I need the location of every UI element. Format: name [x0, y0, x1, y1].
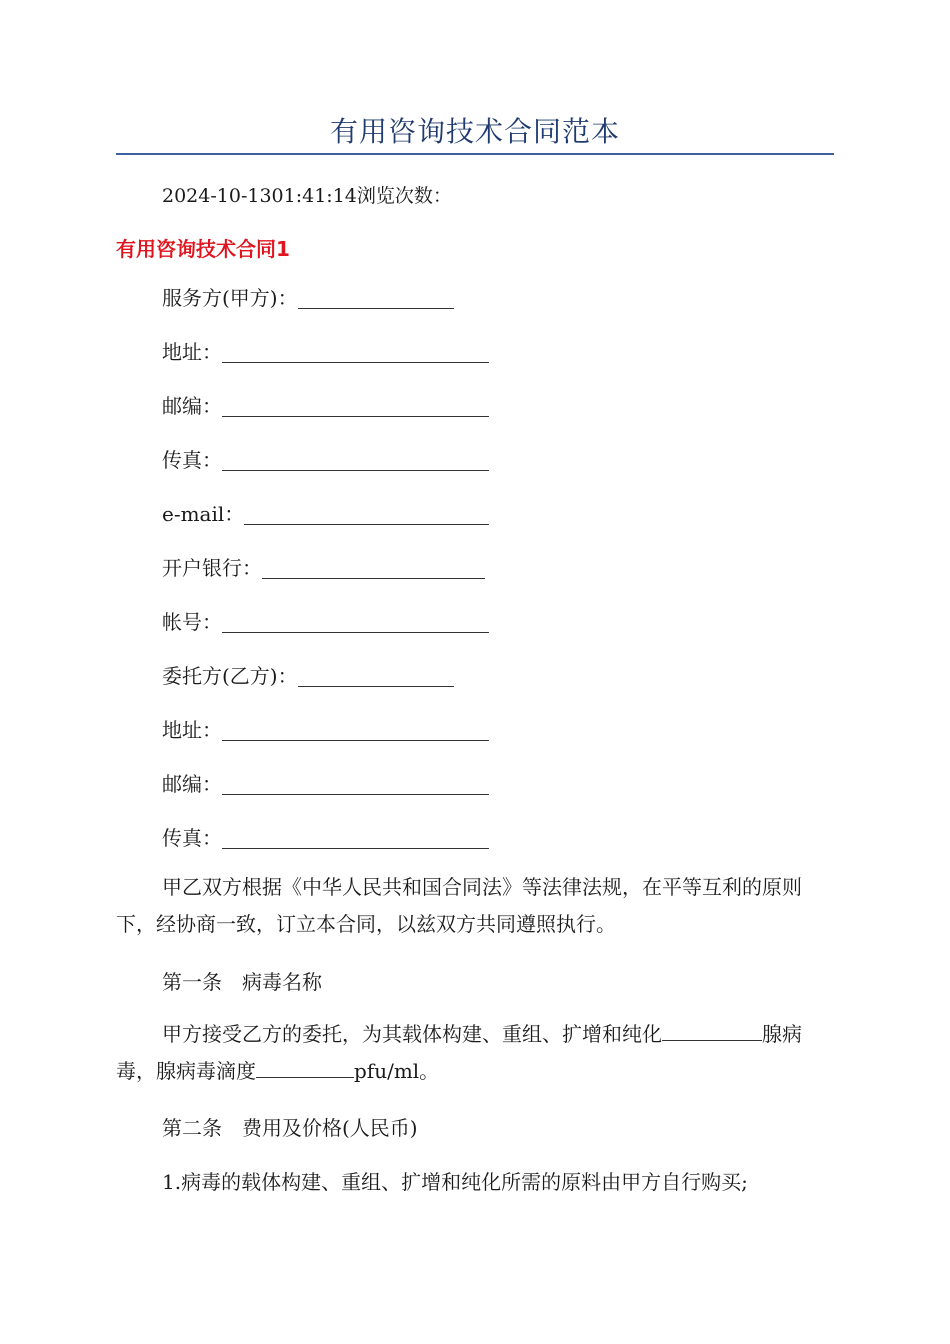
field-party-b	[162, 662, 454, 690]
section-heading: 有用咨询技术合同1	[116, 237, 290, 261]
field-label: e-mail：	[162, 502, 245, 526]
field-address-a	[162, 338, 489, 366]
article-2-item-1: 1.病毒的载体构建、重组、扩增和纯化所需的原料由甲方自行购买;	[162, 1170, 748, 1194]
blank-line[interactable]	[222, 340, 489, 363]
field-party-a	[162, 284, 454, 312]
document-title: 有用咨询技术合同范本	[329, 115, 620, 148]
field-address-b	[162, 716, 489, 744]
field-email-a	[162, 500, 489, 528]
article-2-title: 第二条 费用及价格(人民币)	[162, 1116, 418, 1140]
document-meta: 2024-10-1301:41:14浏览次数：	[162, 185, 452, 207]
article-1-text-b: 腺病毒，腺病毒滴度	[116, 1022, 802, 1083]
blank-line[interactable]	[222, 394, 489, 417]
blank-line[interactable]	[222, 772, 489, 795]
field-bank-a	[162, 554, 485, 582]
field-account-a	[162, 608, 489, 636]
article-1-text-c: pfu/ml。	[354, 1059, 440, 1083]
blank-line[interactable]	[244, 502, 489, 525]
field-label: 邮编：	[162, 772, 222, 796]
intro-paragraph: 甲乙双方根据《中华人民共和国合同法》等法律法规，在平等互利的原则下，经协商一致，订立本合同，以兹双方共同遵照执行。	[116, 875, 802, 936]
field-fax-b	[162, 824, 489, 852]
blank-line[interactable]	[298, 286, 454, 309]
field-label: 邮编：	[162, 394, 222, 418]
blank-line[interactable]	[222, 610, 489, 633]
blank-line[interactable]	[222, 448, 489, 471]
blank-line[interactable]	[222, 718, 489, 741]
field-fax-a	[162, 446, 489, 474]
article-1-title: 第一条 病毒名称	[162, 970, 322, 994]
field-postcode-b	[162, 770, 489, 798]
field-label: 传真：	[162, 826, 222, 850]
blank-line[interactable]	[298, 664, 454, 687]
blank-line[interactable]	[662, 1020, 762, 1041]
field-label: 传真：	[162, 448, 222, 472]
blank-line[interactable]	[256, 1057, 354, 1078]
article-1-body	[116, 1016, 834, 1090]
blank-line[interactable]	[262, 556, 485, 579]
field-postcode-a	[162, 392, 489, 420]
field-label: 委托方(乙方)：	[162, 664, 298, 688]
title-divider	[116, 153, 834, 155]
field-label: 开户银行：	[162, 556, 262, 580]
field-label: 地址：	[162, 340, 222, 364]
blank-line[interactable]	[222, 826, 489, 849]
field-label: 地址：	[162, 718, 222, 742]
article-1-text-a: 甲方接受乙方的委托，为其载体构建、重组、扩增和纯化	[162, 1022, 662, 1046]
field-label: 帐号：	[162, 610, 222, 634]
field-label: 服务方(甲方)：	[162, 286, 298, 310]
